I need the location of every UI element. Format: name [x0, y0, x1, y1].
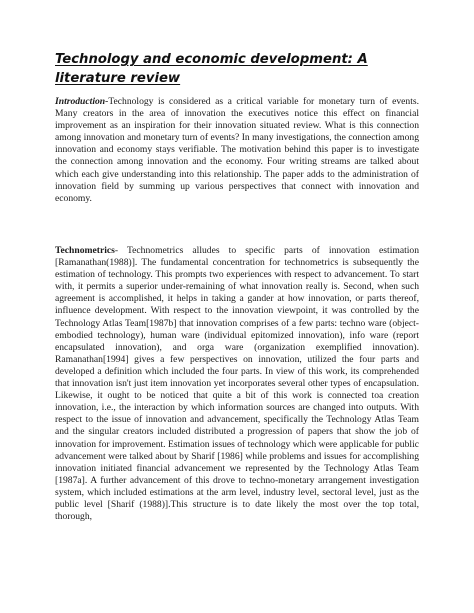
document-title: Technology and economic development: A literature review	[55, 52, 368, 86]
technometrics-text: - Technometrics alludes to specific parts of innovation estimation [Ramanathan(1988)]. The fundamental concentration for technometrics is subsequently the estimation of technology. This prompts two experiences with respect to advancement. To start with, it permits a superior under-remaining of what innovation really is. Second, when such agreement is accomplished, it helps in taking a gander at how innovation, or parts thereof, influence development. With respect to the innovation viewpoint, it was controlled by the Technology Atlas Team[1987b] that innovation comprises of a few parts: techno ware (object-embodied technology), human ware (individual epitomized innovation), info ware (report encapsulated innovation), and orga ware (organization exemplified innovation). Ramanathan[1994] gives a few perspectives on innovation, utilized the four parts and developed a definition which included the four parts. In view of this work, its comprehended that innovation isn't just item innovation yet incorporates several other types of encapsulation. Likewise, it ought to be noticed that quite a bit of this work is connected toa creation innovation, i.e., the interaction by which information sources are changed into outputs. With respect to the issue of innovation and advancement, specifically the Technology Atlas Team and the singular creators included distributed a progression of papers that show the job of innovation for improvement. Estimation issues of technology which were applicable for public advancement were talked about by Sharif [1986] while problems and issues for accomplishing innovation initiated financial advancement we represented by the Technology Atlas Team [1987a]. A further advancement of this drove to techno-monetary arrangement investigation system, which included estimations at the arm level, industry level, sectoral level, just as the public level [Sharif (1988)].This structure is to date likely the most over the top total, thorough,	[55, 245, 419, 523]
introduction-text: Technology is considered as a critical variable for monetary turn of events. Many creators in the area of innovation the executives notice this effect on financial improvement as an inspiration for their innovation situated review. What is this connection among innovation and monetary turn of events? In many investigations, the connection among innovation and economy stays verifiable. The motivation behind this paper is to investigate the connection among innovation and the economy. Four writing streams are talked about which each give understanding into this relationship. The paper adds to the administration of innovation field by summing up various perspectives that connect with innovation and economy.	[55, 96, 419, 204]
technometrics-lead-in: Technometrics	[55, 245, 115, 256]
technometrics-paragraph	[55, 245, 419, 523]
introduction-lead-in: Introduction-	[55, 96, 109, 107]
introduction-paragraph	[55, 96, 419, 205]
